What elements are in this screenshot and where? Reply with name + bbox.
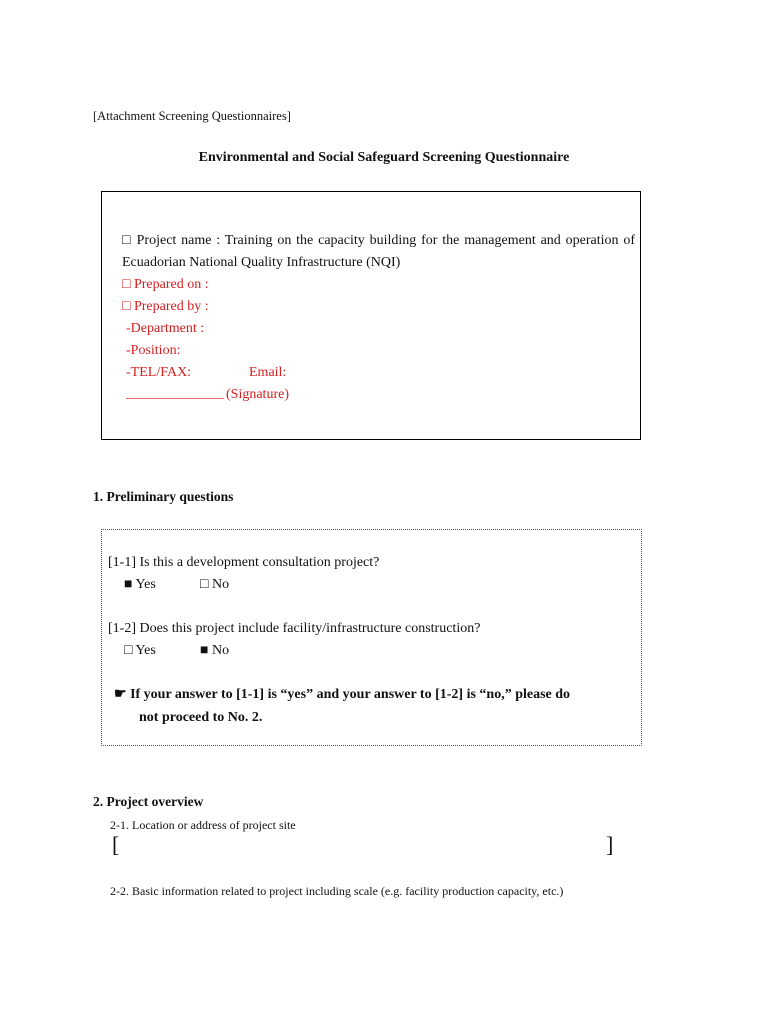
tel-fax-field: -TEL/FAX: [126, 365, 192, 380]
option-label: Yes [135, 577, 156, 592]
item-2-2-label: 2-2. Basic information related to project including scale (e.g. facility production capacity, etc.) [110, 884, 564, 898]
location-input-area[interactable] [126, 836, 602, 856]
pointing-hand-icon: ☛ [114, 687, 127, 702]
section-heading-preliminary: 1. Preliminary questions [93, 489, 234, 504]
note-line-2: not proceed to No. 2. [139, 710, 263, 725]
prepared-on-field: □ Prepared on : [122, 277, 209, 292]
position-field: -Position: [126, 343, 181, 358]
project-info-box [101, 191, 641, 440]
checked-box-icon: ■ [124, 577, 133, 592]
attachment-label: [Attachment Screening Questionnaires] [93, 109, 291, 123]
document-title: Environmental and Social Safeguard Screening Questionnaire [198, 150, 570, 165]
section-heading-overview: 2. Project overview [93, 794, 204, 809]
checked-box-icon: ■ [200, 643, 209, 658]
preliminary-questions-box [101, 529, 642, 746]
bracket-open: [ [112, 832, 120, 857]
item-2-1-label: 2-1. Location or address of project site [110, 818, 296, 832]
prepared-by-field: □ Prepared by : [122, 299, 209, 314]
question-1-1: [1-1] Is this a development consultation project? [108, 555, 380, 570]
instruction-note [114, 683, 570, 729]
q1-no-option[interactable] [200, 574, 229, 596]
option-label: Yes [135, 643, 156, 658]
q2-no-option[interactable] [200, 640, 229, 662]
note-line-1: If your answer to [1-1] is “yes” and your answer to [1-2] is “no,” please do [130, 687, 571, 702]
q2-yes-option[interactable] [124, 640, 156, 662]
signature-label: (Signature) [226, 387, 289, 402]
q1-yes-option[interactable] [124, 574, 156, 596]
project-name-field: □ Project name : Training on the capacity building for the management and operation of Ecuadorian National Quality Infrastructure (NQI) [122, 233, 635, 270]
unchecked-box-icon: □ [200, 577, 209, 592]
question-1-2: [1-2] Does this project include facility/infrastructure construction? [108, 621, 481, 636]
unchecked-box-icon: □ [124, 643, 133, 658]
email-field: Email: [249, 365, 287, 380]
option-label: No [211, 643, 230, 658]
option-label: No [211, 577, 230, 592]
signature-line: ______________ [126, 386, 224, 401]
bracket-close: ] [606, 832, 614, 857]
department-field: -Department : [126, 321, 205, 336]
